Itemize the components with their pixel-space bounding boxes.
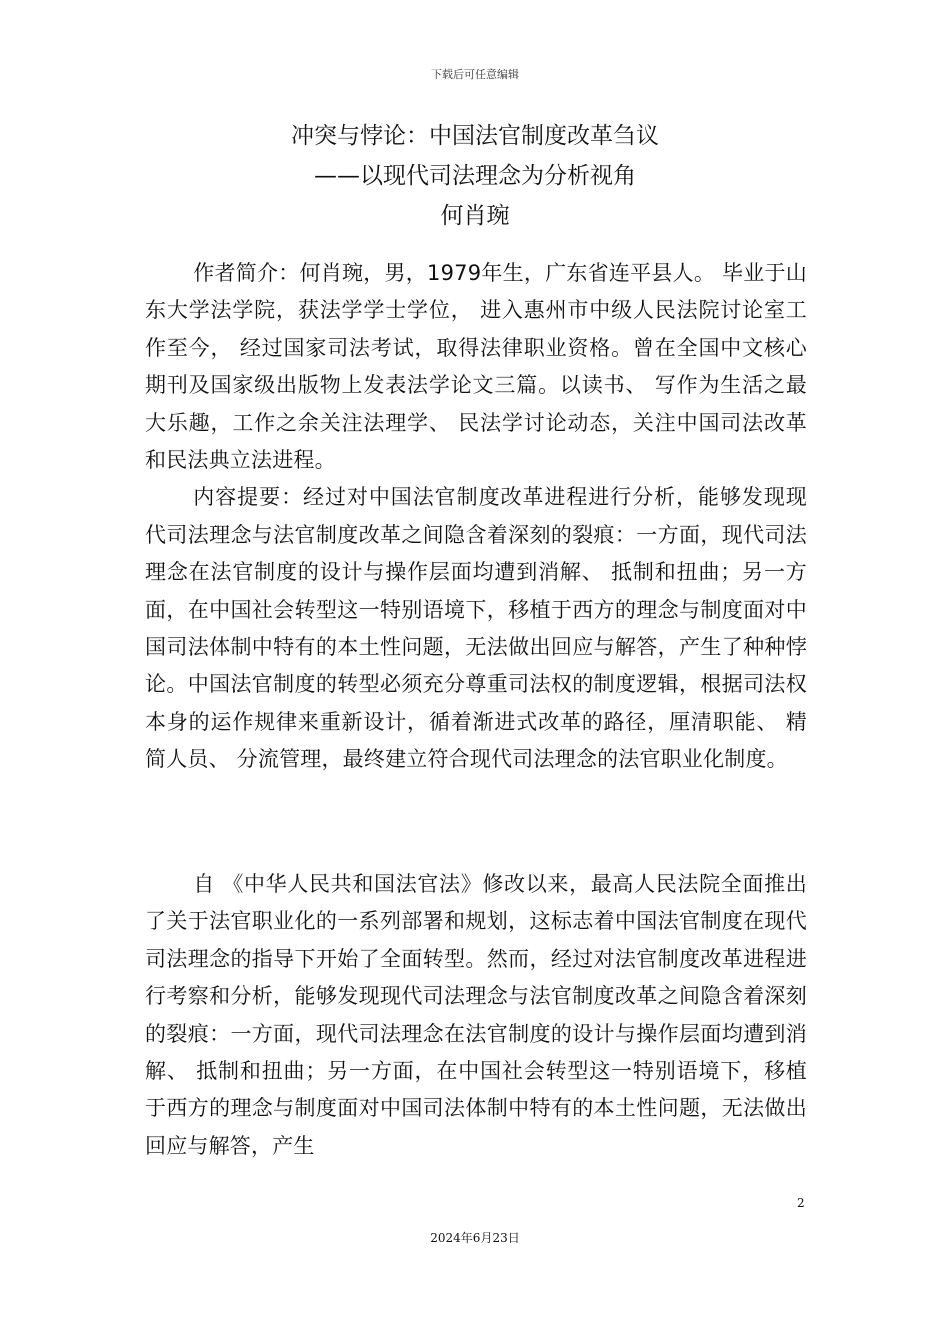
- title-block: [0, 116, 950, 236]
- intro-block: [145, 255, 807, 779]
- abstract-paragraph: 内容提要：经过对中国法官制度改革进程进行分析，能够发现现代司法理念与法官制度改革之间隐含着深刻的裂痕：一方面，现代司法理念在法官制度的设计与操作层面均遭到消解、 抵制和扭曲；另一方面，在中国社会转型这一特别语境下，移植于西方的理念与制度面对中国司法体制中特有的本土性问题，无法做出回应与解答，产生了种种悖论。中国法官制度的转型必须充分尊重司法权的制度逻辑，根据司法权本身的运作规律来重新设计，循着渐进式改革的路径，厘清职能、 精简人员、 分流管理，最终建立符合现代司法理念的法官职业化制度。: [145, 485, 807, 772]
- main-text-paragraph: 自 《中华人民共和国法官法》修改以来，最高人民法院全面推出了关于法官职业化的一系列部署和规划，这标志着中国法官制度在现代司法理念的指导下开始了全面转型。然而，经过对法官制度改革进程进行考察和分析，能够发现现代司法理念与法官制度改革之间隐含着深刻的裂痕：一方面，现代司法理念在法官制度的设计与操作层面均遭到消解、 抵制和扭曲；另一方面，在中国社会转型这一特别语境下，移植于西方的理念与制度面对中国司法体制中特有的本土性问题，无法做出回应与解答，产生: [145, 872, 807, 1158]
- header-note: 下载后可任意编辑: [431, 68, 519, 81]
- document-author: 何肖琬: [440, 203, 510, 229]
- page-number: 2: [797, 1196, 805, 1210]
- document-title: 冲突与悖论：中国法官制度改革刍议: [291, 123, 659, 149]
- footer-date: 2024年6月23日: [430, 1231, 520, 1245]
- document-subtitle: ——以现代司法理念为分析视角: [314, 163, 636, 189]
- author-intro-paragraph: 作者简介：何肖琬，男，1979年生，广东省连平县人。 毕业于山东大学法学院，获法学学士学位， 进入惠州市中级人民法院讨论室工作至今， 经过国家司法考试，取得法律职业资格。曾在全国中文核心期刊及国家级出版物上发表法学论文三篇。以读书、 写作为生活之最大乐趣，工作之余关注法理学、 民法学讨论动态，关注中国司法改革和民法典立法进程。: [145, 261, 807, 473]
- main-text-block: [145, 866, 807, 1165]
